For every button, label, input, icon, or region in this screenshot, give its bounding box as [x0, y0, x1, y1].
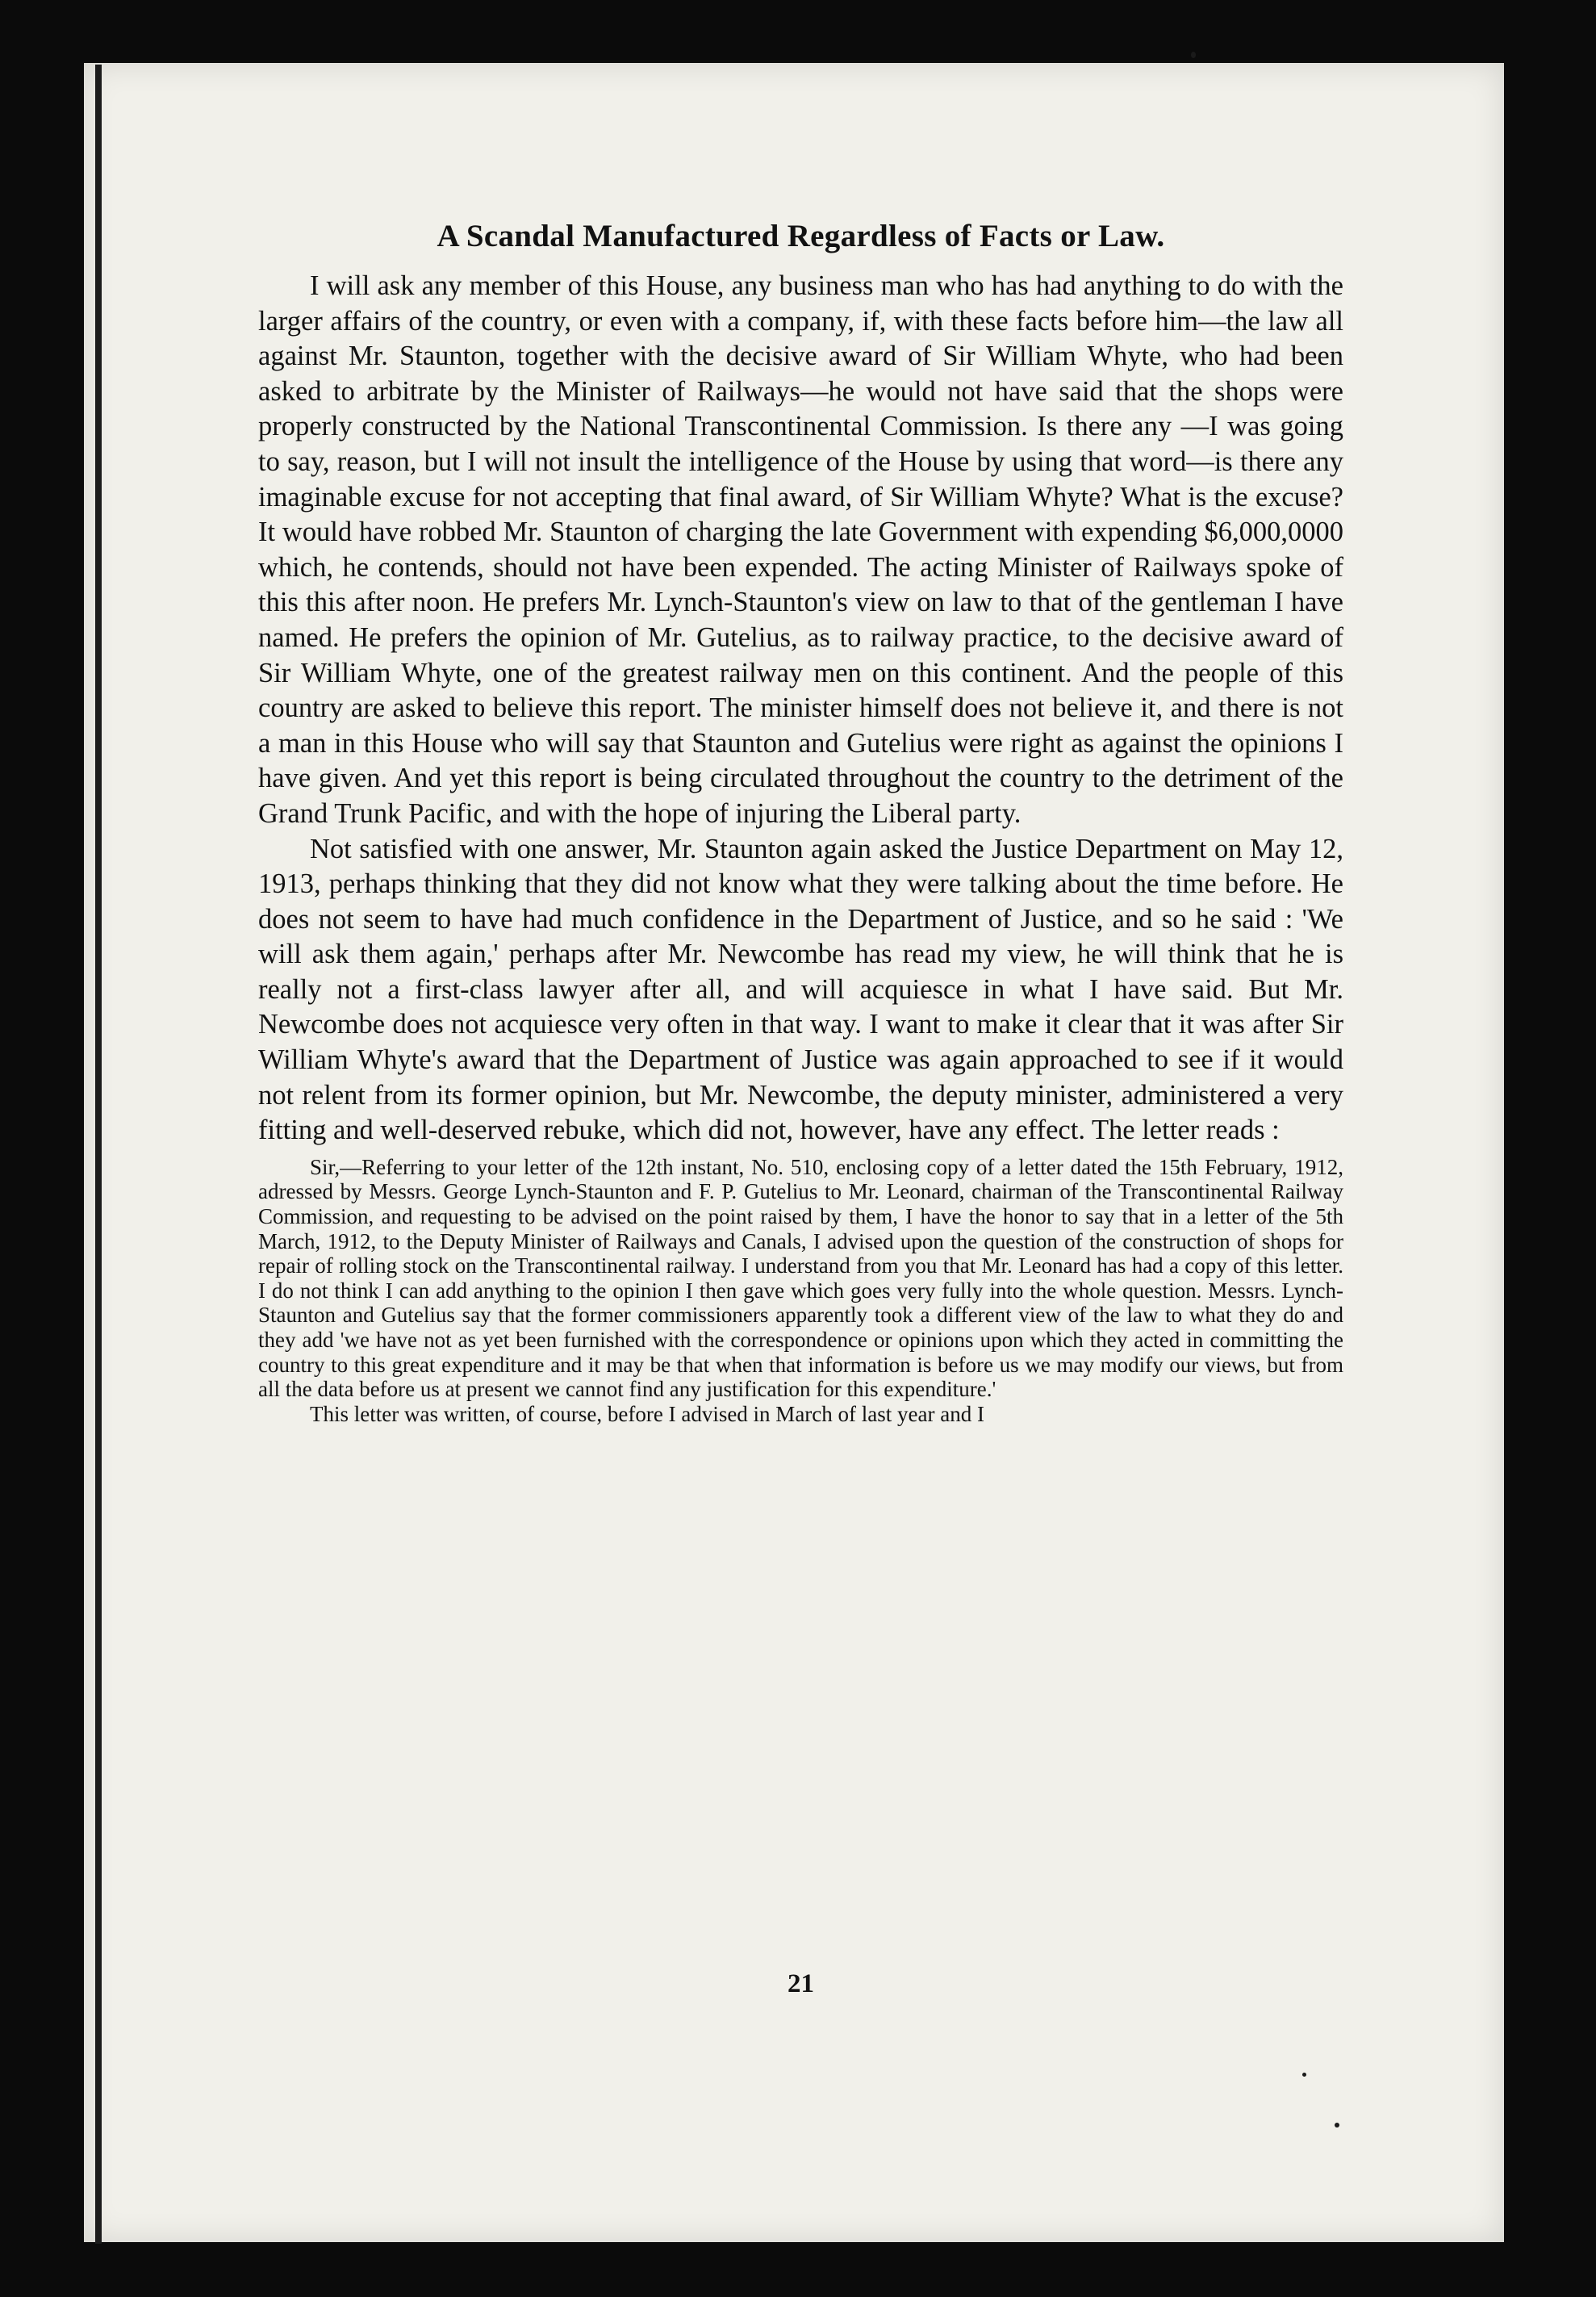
page-spine-shadow — [95, 65, 102, 2244]
scan-speck — [1335, 2123, 1339, 2128]
body-paragraph: I will ask any member of this House, any business man who has had anything to do with the larger affairs of the country, or even with a company, if, with these facts before him—the law all against Mr. Staunton, together with the decisive award of Sir William Whyte, who had been asked to arbitrate by the Minister of Railways—he would not have said that the shops were properly constructed by the National Transcontinental Commission. Is there any —I was going to say, reason, but I will not insult the intelligence of the House by using that word—is there any imaginable excuse for not accepting that final award, of Sir William Whyte? What is the excuse? It would have robbed Mr. Staunton of charging the late Government with expending $6,000,0000 which, he contends, should not have been expended. The acting Minister of Railways spoke of this this after noon. He prefers Mr. Lynch-Staunton's view on law to that of the gentleman I have named. He prefers the opinion of Mr. Gutelius, as to railway practice, to the decisive award of Sir William Whyte, one of the greatest railway men on this continent. And the people of this country are asked to believe this report. The minister himself does not believe it, and there is not a man in this House who will say that Staunton and Gutelius were right as against the opinions I have given. And yet this report is being circulated throughout the country to the detriment of the Grand Trunk Pacific, and with the hope of injuring the Liberal party. — [258, 270, 1343, 829]
page-number: 21 — [788, 1969, 814, 1998]
continuation-line: This letter was written, of course, before I advised in March of last year and I — [310, 1401, 984, 1426]
scan-speck — [1302, 2073, 1306, 2077]
quoted-letter: Sir,—Referring to your letter of the 12th instant, No. 510, enclosing copy of a letter dated the 15th February, 1912, adressed by Messrs. George Lynch-Staunton and F. P. Gutelius to Mr. Leonard, chairman of the Transcontinental Railway Commission, and requesting to be advised on the point raised by them, I have the honor to say that in a letter of the 5th March, 1912, to the Deputy Minister of Railways and Canals, I advised upon the question of the construction of shops for repair of rolling stock on the Transcontinental railway. I understand from you that Mr. Leonard has had a copy of this letter. I do not think I can add anything to the opinion I then gave which goes very fully into the whole question. Messrs. Lynch-Staunton and Gutelius say that the former commissioners apparently took a different view of the law to what they do and they add 'we have not as yet been furnished with the correspondence or opinions upon which they acted in committing the country to this great expenditure and it may be that when that information is before us we may modify our views, but from all the data before us at present we cannot find any justification for this expenditure.' — [258, 1154, 1343, 1402]
body-paragraph: Not satisfied with one answer, Mr. Staunton again asked the Justice Department on May 12, 1913, perhaps thinking that they did not know what they were talking about the time before. He does not seem to have had much confidence in the Department of Justice, and so he said : 'We will ask them again,' perhaps after Mr. Newcombe has read my view, he will think that he is really not a first-class lawyer after all, and will acquiesce in what I have said. But Mr. Newcombe does not acquiesce very often in that way. I want to make it clear that it was after Sir William Whyte's award that the Department of Justice was again approached to see if it would not relent from its former opinion, but Mr. Newcombe, the deputy minister, administered a very fitting and well-deserved rebuke, which did not, however, have any effect. The letter reads : — [258, 833, 1343, 1146]
page-content — [258, 218, 1343, 1998]
section-heading: A Scandal Manufactured Regardless of Facts or Law. — [437, 219, 1165, 253]
scan-speck — [1191, 52, 1196, 58]
